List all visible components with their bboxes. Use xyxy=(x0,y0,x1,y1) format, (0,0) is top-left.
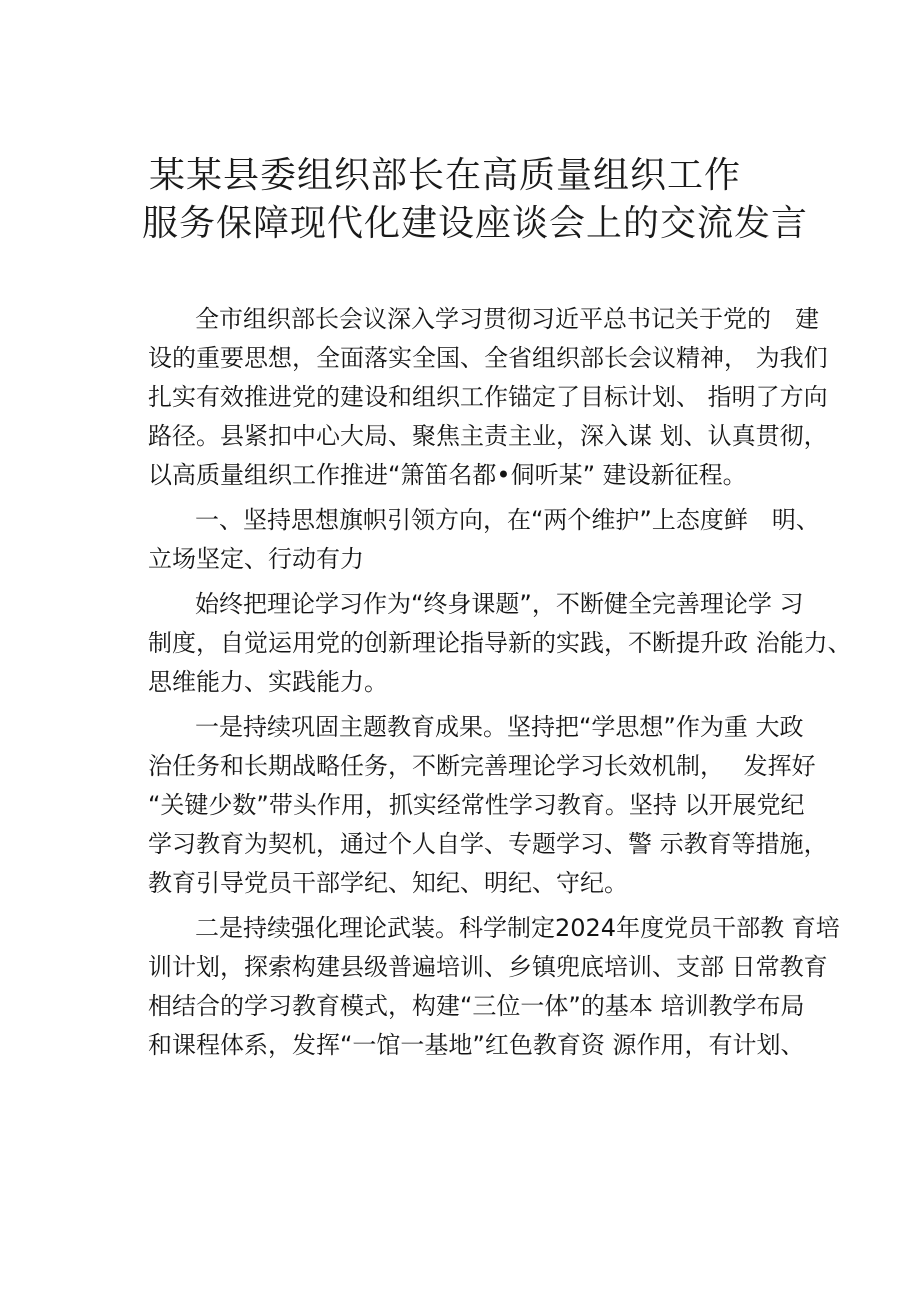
text-line: 相结合的学习教育模式，构建“三位一体”的基本 培训教学布局 xyxy=(148,992,805,1020)
text-line: 立场坚定、行动有力 xyxy=(148,545,364,573)
title-line-1: 某某县委组织部长在高质量组织工作 xyxy=(148,155,741,196)
paragraph-point-two xyxy=(148,909,840,1065)
text-line: 扎实有效推进党的建设和组织工作锚定了目标计划、 指明了方向 xyxy=(148,383,828,411)
text-line: 治任务和长期战略任务，不断完善理论学习长效机制， 发挥好 xyxy=(148,752,816,780)
text-line: “关键少数”带头作用，抓实经常性学习教育。坚持 以开展党纪 xyxy=(148,791,805,819)
paragraph-intro xyxy=(148,300,828,495)
title-line-2: 服务保障现代化建设座谈会上的交流发言 xyxy=(141,203,808,244)
text-line: 以高质量组织工作推进“箫笛名都•侗听某” 建设新征程。 xyxy=(148,461,747,489)
paragraph-theory-study xyxy=(148,585,852,702)
text-line: 设的重要思想，全面落实全国、全省组织部长会议精神， 为我们 xyxy=(148,344,828,372)
text-line: 学习教育为契机，通过个人自学、专题学习、警 示教育等措施， xyxy=(148,830,828,858)
paragraph-point-one xyxy=(148,708,828,903)
text-line: 一、坚持思想旗帜引领方向，在“两个维护”上态度鲜 明、 xyxy=(195,506,820,534)
text-line: 和课程体系，发挥“一馆一基地”红色教育资 源作用，有计划、 xyxy=(148,1031,805,1059)
text-line: 教育引导党员干部学纪、知纪、明纪、守纪。 xyxy=(148,869,628,897)
text-line: 训计划，探索构建县级普遍培训、乡镇兜底培训、支部 日常教育 xyxy=(148,953,828,981)
text-line: 一是持续巩固主题教育成果。坚持把“学思想”作为重 大政 xyxy=(195,713,804,741)
text-line: 思维能力、实践能力。 xyxy=(148,668,388,696)
text-line: 制度，自觉运用党的创新理论指导新的实践，不断提升政 治能力、 xyxy=(148,629,852,657)
document-title xyxy=(0,152,920,248)
text-line: 始终把理论学习作为“终身课题”，不断健全完善理论学 习 xyxy=(195,590,804,618)
text-line: 二是持续强化理论武装。科学制定2024年度党员干部教 育培 xyxy=(195,914,840,942)
text-line: 路径。县紧扣中心大局、聚焦主责主业，深入谋 划、认真贯彻， xyxy=(148,422,828,450)
section-heading-1 xyxy=(148,501,820,579)
text-line: 全市组织部长会议深入学习贯彻习近平总书记关于党的 建 xyxy=(195,305,819,333)
document-body xyxy=(148,300,852,1065)
